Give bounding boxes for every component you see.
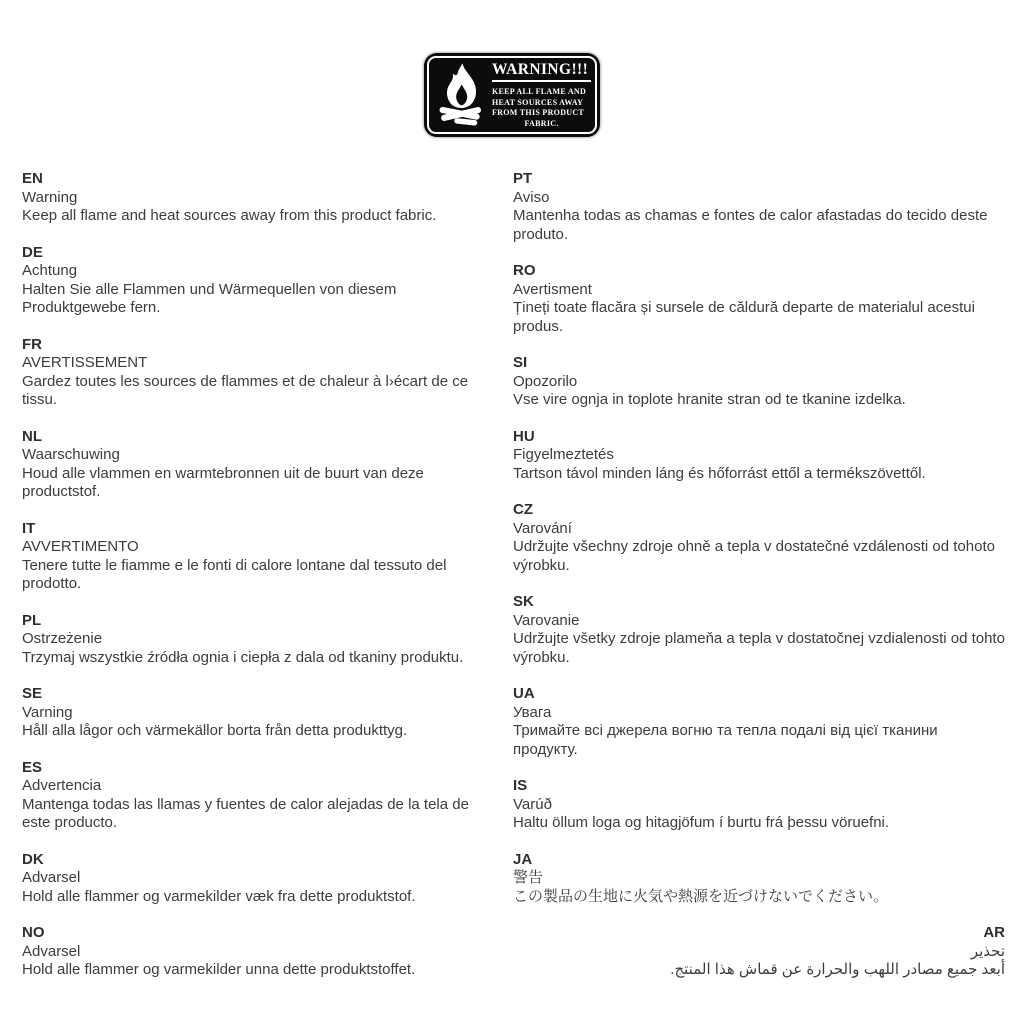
warning-word: Avertisment: [513, 280, 592, 298]
language-code: CZ: [513, 501, 533, 518]
warning-sentence: Vse vire ognja in toplote hranite stran od te tkanine izdelka.: [513, 391, 906, 408]
language-section-pl: [22, 612, 492, 668]
warning-word: AVVERTIMENTO: [22, 538, 139, 555]
language-code: SI: [513, 354, 528, 371]
warning-word: Advertencia: [22, 777, 102, 794]
language-section-es: [22, 759, 492, 833]
warning-sentence: Mantenha todas as chamas e fontes de calor afastadas do tecido deste produto.: [513, 207, 988, 243]
warning-word: Varúð: [513, 795, 552, 813]
warning-word: Varování: [513, 519, 572, 537]
warning-sentence: Tenere tutte le fiamme e le fonti di calore lontane dal tessuto del prodotto.: [22, 556, 447, 592]
warning-badge-inner-border: [427, 56, 597, 134]
language-code: ES: [22, 758, 43, 776]
language-section-hu: [513, 428, 1005, 484]
campfire-icon: [432, 62, 490, 130]
language-code: AR: [983, 924, 1005, 941]
language-code: NO: [22, 924, 45, 941]
warning-word: Achtung: [22, 262, 78, 279]
warning-word: Waarschuwing: [22, 446, 120, 463]
language-section-is: [513, 777, 1005, 833]
language-section-ro: [513, 262, 1005, 336]
warning-sentence: Udržujte všechny zdroje ohně a tepla v dostatečné vzdálenosti od tohoto výrobku.: [513, 538, 995, 574]
language-code: FR: [22, 335, 42, 353]
warning-word: AVERTISSEMENT: [22, 354, 148, 371]
language-section-it: [22, 520, 492, 594]
warning-word: Ostrzeżenie: [22, 630, 103, 647]
language-section-cz: [513, 501, 1005, 575]
warning-word: Opozorilo: [513, 372, 578, 390]
language-section-fr: [22, 336, 492, 410]
language-section-sk: [513, 593, 1005, 667]
warning-sentence: Тримайте всі джерела вогню та тепла подалі від цієї тканини продукту.: [513, 722, 938, 758]
warning-word: Увага: [513, 703, 552, 721]
language-code: DE: [22, 243, 43, 261]
warning-word: Advarsel: [22, 869, 81, 886]
language-section-de: [22, 244, 492, 318]
column-left: [22, 170, 492, 998]
translations-area: [22, 170, 1005, 998]
warning-word: Varning: [22, 703, 73, 721]
badge-subtitle-line: FABRIC.: [524, 118, 559, 128]
language-section-ar: [513, 924, 1005, 980]
language-section-ua: [513, 685, 1005, 759]
badge-subtitle-line: HEAT SOURCES AWAY: [492, 97, 584, 107]
language-code: IS: [513, 777, 528, 794]
language-code: HU: [513, 427, 535, 445]
warning-word: Aviso: [513, 188, 550, 206]
language-section-no: [22, 924, 492, 980]
language-section-si: [513, 354, 1005, 410]
warning-badge: [424, 53, 600, 137]
language-section-dk: [22, 851, 492, 907]
badge-title: WARNING!!!: [492, 61, 591, 82]
language-code: PT: [513, 170, 533, 187]
warning-word: Varovanie: [513, 611, 580, 629]
language-code: DK: [22, 850, 44, 868]
warning-sentence: Gardez toutes les sources de flammes et de chaleur à l›écart de ce tissu.: [22, 372, 469, 408]
warning-sentence: Hold alle flammer og varmekilder væk fra dette produktstof.: [22, 887, 416, 905]
warning-word: Warning: [22, 188, 78, 206]
language-section-se: [22, 685, 492, 741]
badge-subtitle: [492, 87, 591, 129]
language-section-ja: [513, 851, 1005, 907]
badge-subtitle-line: KEEP ALL FLAME AND: [492, 87, 587, 96]
badge-subtitle-line: FROM THIS PRODUCT: [492, 108, 585, 117]
warning-badge-text: [490, 61, 591, 129]
language-section-pt: [513, 170, 1005, 244]
warning-sentence: Haltu öllum loga og hitagjöfum í burtu frá þessu vöruefni.: [513, 814, 890, 831]
warning-sentence: Țineți toate flacăra și sursele de căldură departe de materialul acestui produs.: [513, 299, 975, 335]
column-right: [513, 170, 1005, 998]
warning-word: تحذير: [970, 942, 1005, 960]
warning-word: 警告: [513, 869, 544, 886]
warning-word: Figyelmeztetés: [513, 446, 614, 463]
language-code: NL: [22, 427, 42, 445]
language-section-en: [22, 170, 492, 226]
warning-word: Advarsel: [22, 942, 81, 960]
warning-sentence: Trzymaj wszystkie źródła ognia i ciepła z dala od tkaniny produktu.: [22, 648, 464, 666]
warning-sentence: この製品の生地に火気や熱源を近づけないでください。: [513, 887, 889, 905]
warning-sentence: Hold alle flammer og varmekilder unna dette produktstoffet.: [22, 961, 416, 978]
warning-sentence: أبعد جميع مصادر اللهب والحرارة عن قماش هذا المنتج.: [670, 961, 1005, 978]
warning-sentence: Tartson távol minden láng és hőforrást ettől a termékszövettől.: [513, 464, 926, 482]
warning-sentence: Houd alle vlammen en warmtebronnen uit de buurt van deze productstof.: [22, 464, 424, 500]
language-code: PL: [22, 611, 42, 629]
language-code: JA: [513, 850, 533, 868]
warning-sentence: Håll alla lågor och värmekällor borta från detta produkttyg.: [22, 722, 408, 739]
language-code: RO: [513, 262, 536, 279]
warning-sentence: Keep all flame and heat sources away from this product fabric.: [22, 207, 437, 224]
language-code: EN: [22, 170, 43, 187]
language-code: SK: [513, 593, 534, 610]
language-code: SE: [22, 685, 43, 702]
language-code: IT: [22, 519, 36, 537]
warning-sentence: Mantenga todas las llamas y fuentes de calor alejadas de la tela de este producto.: [22, 795, 469, 831]
warning-sentence: Udržujte všetky zdroje plameňa a tepla v dostatočnej vzdialenosti od tohto výrobku.: [513, 630, 1005, 666]
language-section-nl: [22, 428, 492, 502]
language-code: UA: [513, 685, 535, 702]
warning-sentence: Halten Sie alle Flammen und Wärmequellen von diesem Produktgewebe fern.: [22, 280, 397, 316]
